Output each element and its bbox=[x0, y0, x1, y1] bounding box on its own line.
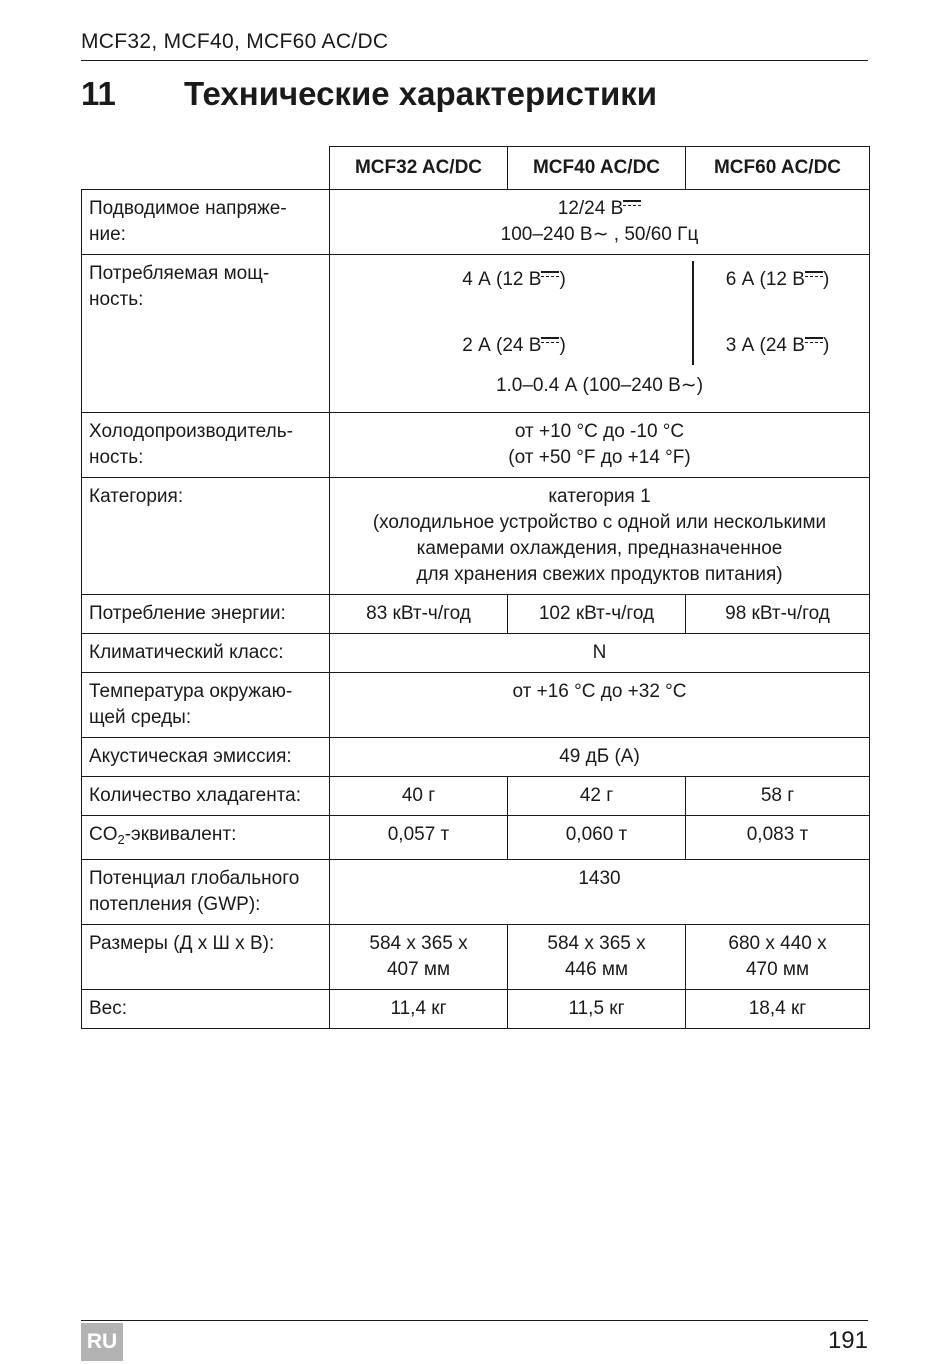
row-label-gwp: Потенциал глобального потепления (GWP): bbox=[82, 860, 330, 925]
column-header-mcf60: MCF60 AC/DC bbox=[686, 147, 870, 190]
power-mcf32-40-24v: 2 А (24 В ) bbox=[462, 335, 566, 356]
weight-mcf32: 11,4 кг bbox=[330, 990, 508, 1029]
language-badge: RU bbox=[81, 1323, 123, 1361]
row-label-noise: Акустическая эмиссия: bbox=[82, 738, 330, 777]
row-label-refrigerant: Количество хладагента: bbox=[82, 777, 330, 816]
cooling-value: от +10 °C до -10 °C (от +50 °F до +14 °F) bbox=[330, 413, 870, 478]
table-row bbox=[82, 478, 870, 595]
refrigerant-mcf32: 40 г bbox=[330, 777, 508, 816]
gwp-value: 1430 bbox=[330, 860, 870, 925]
row-label-cooling: Холодопроизводитель- ность: bbox=[82, 413, 330, 478]
table-row bbox=[82, 673, 870, 738]
co2-mcf40: 0,060 т bbox=[508, 816, 686, 860]
row-label-category: Категория: bbox=[82, 478, 330, 595]
dimensions-mcf60: 680 x 440 x 470 мм bbox=[686, 925, 870, 990]
section-title: Технические характеристики bbox=[184, 75, 658, 112]
ambient-value: от +16 °C до +32 °C bbox=[330, 673, 870, 738]
row-label-weight: Вес: bbox=[82, 990, 330, 1029]
refrigerant-mcf60: 58 г bbox=[686, 777, 870, 816]
row-label-ambient: Температура окружаю- щей среды: bbox=[82, 673, 330, 738]
dc-symbol-icon bbox=[623, 200, 641, 211]
voltage-value bbox=[330, 190, 870, 255]
power-mcf60-24v: 3 А (24 В ) bbox=[725, 335, 830, 356]
dimensions-mcf32: 584 x 365 x 407 мм bbox=[330, 925, 508, 990]
table-row bbox=[82, 634, 870, 673]
row-label-energy: Потребление энергии: bbox=[82, 595, 330, 634]
energy-mcf60: 98 кВт-ч/год bbox=[686, 595, 870, 634]
co2-mcf32: 0,057 т bbox=[330, 816, 508, 860]
table-row bbox=[82, 595, 870, 634]
row-label-voltage: Подводимое напряже- ние: bbox=[82, 190, 330, 255]
power-ac: 1.0–0.4 А (100–240 В∼) bbox=[495, 375, 704, 396]
table-row bbox=[82, 777, 870, 816]
row-label-co2: $CO_2$-эквивалент: bbox=[82, 816, 330, 860]
row-label-dimensions: Размеры (Д x Ш x В): bbox=[82, 925, 330, 990]
energy-mcf32: 83 кВт-ч/год bbox=[330, 595, 508, 634]
table-row bbox=[82, 413, 870, 478]
table-row bbox=[82, 190, 870, 255]
co2-mcf60: 0,083 т bbox=[686, 816, 870, 860]
table-row bbox=[82, 255, 870, 413]
specifications-table bbox=[81, 146, 870, 1029]
table-row bbox=[82, 990, 870, 1029]
column-header-mcf32: MCF32 AC/DC bbox=[330, 147, 508, 190]
table-row bbox=[82, 860, 870, 925]
voltage-dc: 12/24 В bbox=[557, 198, 624, 219]
noise-value: 49 дБ (А) bbox=[330, 738, 870, 777]
table-header-row bbox=[82, 147, 870, 190]
climate-value: N bbox=[330, 634, 870, 673]
header-divider bbox=[81, 60, 868, 61]
table-row bbox=[82, 925, 870, 990]
row-label-power: Потребляемая мощ- ность: bbox=[82, 255, 330, 413]
weight-mcf40: 11,5 кг bbox=[508, 990, 686, 1029]
header-blank-cell bbox=[82, 147, 330, 190]
row-label-climate: Климатический класс: bbox=[82, 634, 330, 673]
running-header: MCF32, MCF40, MCF60 AC/DC bbox=[81, 30, 389, 53]
page-number: 191 bbox=[827, 1327, 868, 1354]
weight-mcf60: 18,4 кг bbox=[686, 990, 870, 1029]
power-mcf32-40-12v: 4 А (12 В ) bbox=[462, 269, 566, 290]
dc-symbol-icon bbox=[541, 337, 559, 348]
dc-symbol-icon bbox=[805, 271, 823, 282]
column-header-mcf40: MCF40 AC/DC bbox=[508, 147, 686, 190]
energy-mcf40: 102 кВт-ч/год bbox=[508, 595, 686, 634]
footer-divider bbox=[81, 1320, 868, 1321]
table-row bbox=[82, 738, 870, 777]
voltage-ac: 100–240 В∼ , 50/60 Гц bbox=[500, 224, 699, 245]
category-value: категория 1 (холодильное устройство с одной или несколькими камерами охлаждения, предназначенное для хранения свежих продуктов питания) bbox=[330, 478, 870, 595]
dimensions-mcf40: 584 x 365 x 446 мм bbox=[508, 925, 686, 990]
dc-symbol-icon bbox=[805, 337, 823, 348]
table-row bbox=[82, 816, 870, 860]
power-value bbox=[330, 255, 870, 413]
section-number: 11 bbox=[81, 75, 116, 112]
power-mcf60-12v: 6 А (12 В ) bbox=[725, 269, 830, 290]
refrigerant-mcf40: 42 г bbox=[508, 777, 686, 816]
dc-symbol-icon bbox=[541, 271, 559, 282]
